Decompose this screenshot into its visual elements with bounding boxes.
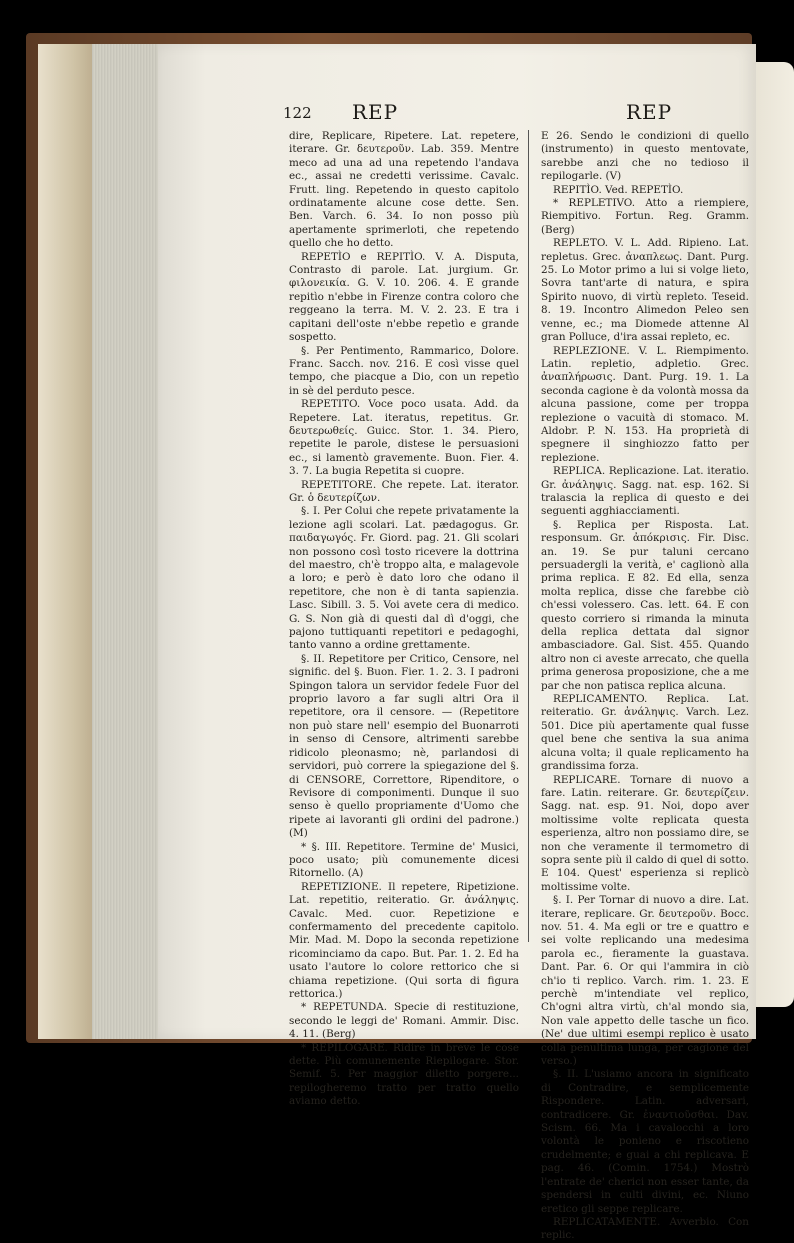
dictionary-entry: REPLICARE. Tornare di nuovo a fare. Latin. reiterare. Gr. δευτερίζειν. Sagg. nat. esp. 91. Noi, dopo aver moltissime volte replicata questa esperienza, altro non possiamo dire, se non che veramente il termometro di sopra sente più il caldo di quel di sotto. E 104. Quest' esperienza si replicò moltissime volte. [541, 773, 749, 893]
running-head-right: REP [626, 100, 673, 124]
dictionary-entry: REPETÌO e REPITÌO. V. A. Disputa, Contrasto di parole. Lat. jurgium. Gr. φιλονεικία. G. V. 10. 206. 4. E grande repitìo n'ebbe in Firenze contra coloro che reggeano la terra. M. V. 2. 23. E tra i capitani dell'oste n'ebbe repetìo e grande sospetto. [289, 250, 519, 344]
dictionary-entry: REPLICA. Replicazione. Lat. iteratio. Gr. ἀνάληψις. Sagg. nat. esp. 162. Si tralascia la replica di questo e dei seguenti agghiacciamenti. [541, 465, 749, 518]
dictionary-entry: §. II. Repetitore per Critico, Censore, nel signific. del §. Buon. Fier. 1. 2. 3. I padroni Spingon talora un servidor fedele Fuor del proprio lavoro a far sugli altri Ora il repetitore, ora il censore. — (Repetitore non può stare nell' esempio del Buonarroti in senso di Censore, altrimenti sarebbe ridicolo pleonasmo; nè, parlandosi di servidori, può correre la spiegazione del §. di CENSORE, Correttore, Ripenditore, o Revisore di componimenti. Dunque il suo senso è quello propriamente d'Uomo che ripete ai lavoranti gli ordini del padrone.) (M) [289, 652, 519, 840]
column-divider [528, 130, 529, 942]
dictionary-entry: REPLICAMENTO. Replica. Lat. reiteratio. Gr. ἀνάληψις. Varch. Lez. 501. Dice più apertamente qual fusse quel bene che sentiva la sua anima alcuna volta; il quale replicamento ha grandissima forza. [541, 693, 749, 773]
dictionary-entry: REPETITORE. Che repete. Lat. iterator. Gr. ὁ δευτερίζων. [289, 478, 519, 504]
dictionary-entry: §. Per Pentimento, Rammarico, Dolore. Franc. Sacch. nov. 216. E così visse quel tempo, che piacque a Dio, con un repetìo in sè del perduto pesce. [289, 344, 519, 397]
dictionary-entry: REPETITO. Voce poco usata. Add. da Repetere. Lat. iteratus, repetitus. Gr. δευτερωθείς. Guicc. Stor. 1. 34. Piero, repetite le parole, distese le persuasioni ec., si lamentò gravemente. Buon. Fier. 4. 3. 7. La bugia Repetita si cuopre. [289, 398, 519, 478]
dictionary-entry: §. Replica per Risposta. Lat. responsum. Gr. ἀπόκρισις. Fir. Disc. an. 19. Se pur taluni cercano persuadergli la verità, e' caglionò alla prima replica. E 82. Ed ella, senza molta replica, disse che farebbe ciò ch'essi volessero. Cas. lett. 64. E con questo corriero si rimanda la minuta della replica dettata dal signor ambasciadore. Gal. Sist. 455. Quando altro non ci aveste arrecato, che quella prima generosa proposizione, che a me par che non patisca replica alcuna. [541, 518, 749, 692]
dictionary-entry: dire, Replicare, Ripetere. Lat. repetere, iterare. Gr. δευτερoῦν. Lab. 359. Mentre meco ad una ad una repetendo l'andava ec., assai ne credetti verissime. Cavalc. Frutt. ling. Repetendo in questo capitolo ordinatamente alcune cose dette. Sen. Ben. Varch. 6. 34. Io non posso più apertamente sprimerloti, che repetendo quello che ho detto. [289, 130, 519, 250]
dictionary-entry: * REPETUNDA. Specie di restituzione, secondo le leggi de' Romani. Ammir. Disc. 4. 11. (Berg) [289, 1001, 519, 1041]
dictionary-entry: * §. III. Repetitore. Termine de' Musici, poco usato; più comunemente dicesi Ritornello. (A) [289, 840, 519, 880]
dictionary-entry: REPITÌO. Ved. REPETÌO. [553, 183, 684, 196]
dictionary-entry: E 26. Sendo le condizioni di quello (instrumento) in questo mentovate, sarebbe anzi che no tedioso il repilogarle. (V) [541, 130, 749, 183]
dictionary-entry: §. II. L'usiamo ancora in significato di Contradire, e semplicemente Rispondere. Latin. adversari, contradicere. Gr. ἐναντιοῦσθαι. Dav. Scism. 66. Ma i cavalocchi a loro volontà le ponieno e riscotieno crudelmente; e guai a chi replicava. E pag. 46. (Comin. 1754.) Mostrò l'entrate de' cherici non esser tante, da spendersi in culti divini, ec. Niuno eretico gli seppe replicare. [541, 1068, 749, 1215]
page-number: 122 [283, 104, 312, 122]
right-column [541, 130, 749, 1242]
dictionary-entry: REPETIZIONE. Il repetere, Ripetizione. Lat. repetitio, reiteratio. Gr. ἀνάληψις. Cavalc. Med. cuor. Repetizione e confermamento del precedente capitolo. Mir. Mad. M. Dopo la seconda repetizione ricominciamo da capo. But. Par. 1. 2. Ed ha usato l'autore lo colore rettorico che si chiama repetizione. (Qui sorta di figura rettorica.) [289, 880, 519, 1000]
dictionary-entry: * REPILOGARE. Ridire in breve le cose dette. Più comunemente Riepilogare. Stor. Semif. 5. Per maggior diletto porgere... repilogheremo tratto per tratto quello aviamo detto. [289, 1041, 519, 1108]
page-stack-edge [92, 44, 159, 1039]
left-page-edge [38, 44, 98, 1039]
dictionary-entry: §. I. Per Colui che repete privatamente la lezione agli scolari. Lat. pædagogus. Gr. παιδαγωγός. Fr. Giord. pag. 21. Gli scolari non possono così tosto ricevere la dottrina del maestro, ch'è troppo alta, e malagevole a loro; e però è dato loro che odano il repetitore, che non è di tanta sapienzia. Lasc. Sibill. 3. 5. Voi avete cera di medico. G. S. Non già di questi dal dì d'oggi, che pajono tuttiquanti repetitori e pedagoghi, tanto vanno a ordine grettamente. [289, 505, 519, 652]
dictionary-entry: REPLICATAMENTE. Avverbio. Con replic. [541, 1215, 749, 1242]
running-head-left: REP [352, 100, 399, 124]
dictionary-entry: §. I. Per Tornar di nuovo a dire. Lat. iterare, replicare. Gr. δευτεροῦν. Bocc. nov. 51. 4. Ma egli or tre e quattro e sei volte replicando una medesima parola ec., fieramente la guastava. Dant. Par. 6. Or qui l'ammira in ciò ch'io ti replico. Varch. rim. 1. 23. E perchè m'intendiate vel replico, Ch'ogni altra virtù, ch'al mondo sia, Non vale appetto delle tasche un fico. (Ne' due ultimi esempi replico è usato colla penultima lunga, per cagione del verso.) [541, 894, 749, 1068]
dictionary-entry: REPLEZIONE. V. L. Riempimento. Latin. repletio, adpletio. Grec. ἀναπλήρωσις. Dant. Purg. 19. 1. La seconda cagione è da volontà mossa da alcuna passione, come per troppa replezione o vacuità di stomaco. M. Aldobr. P. N. 153. Ha proprietà di spegnere il singhiozzo fatto per replezione. [541, 344, 749, 464]
dictionary-entry: * REPLETIVO. Atto a riempiere, Riempitivo. Fortun. Reg. Gramm. (Berg) [541, 197, 749, 236]
left-column [289, 130, 519, 1108]
dictionary-entry: REPLETO. V. L. Add. Ripieno. Lat. repletus. Grec. ἀναπλεως. Dant. Purg. 25. Lo Motor primo a lui si volge lieto, Sovra tant'arte di natura, e spira Spirito nuovo, di virtù repleto. Teseid. 8. 19. Incontro Alimedon Peleo sen venne, ec.; ma Diomede attenne Al gran Polluce, d'ira assai repleto, ec. [541, 237, 749, 344]
